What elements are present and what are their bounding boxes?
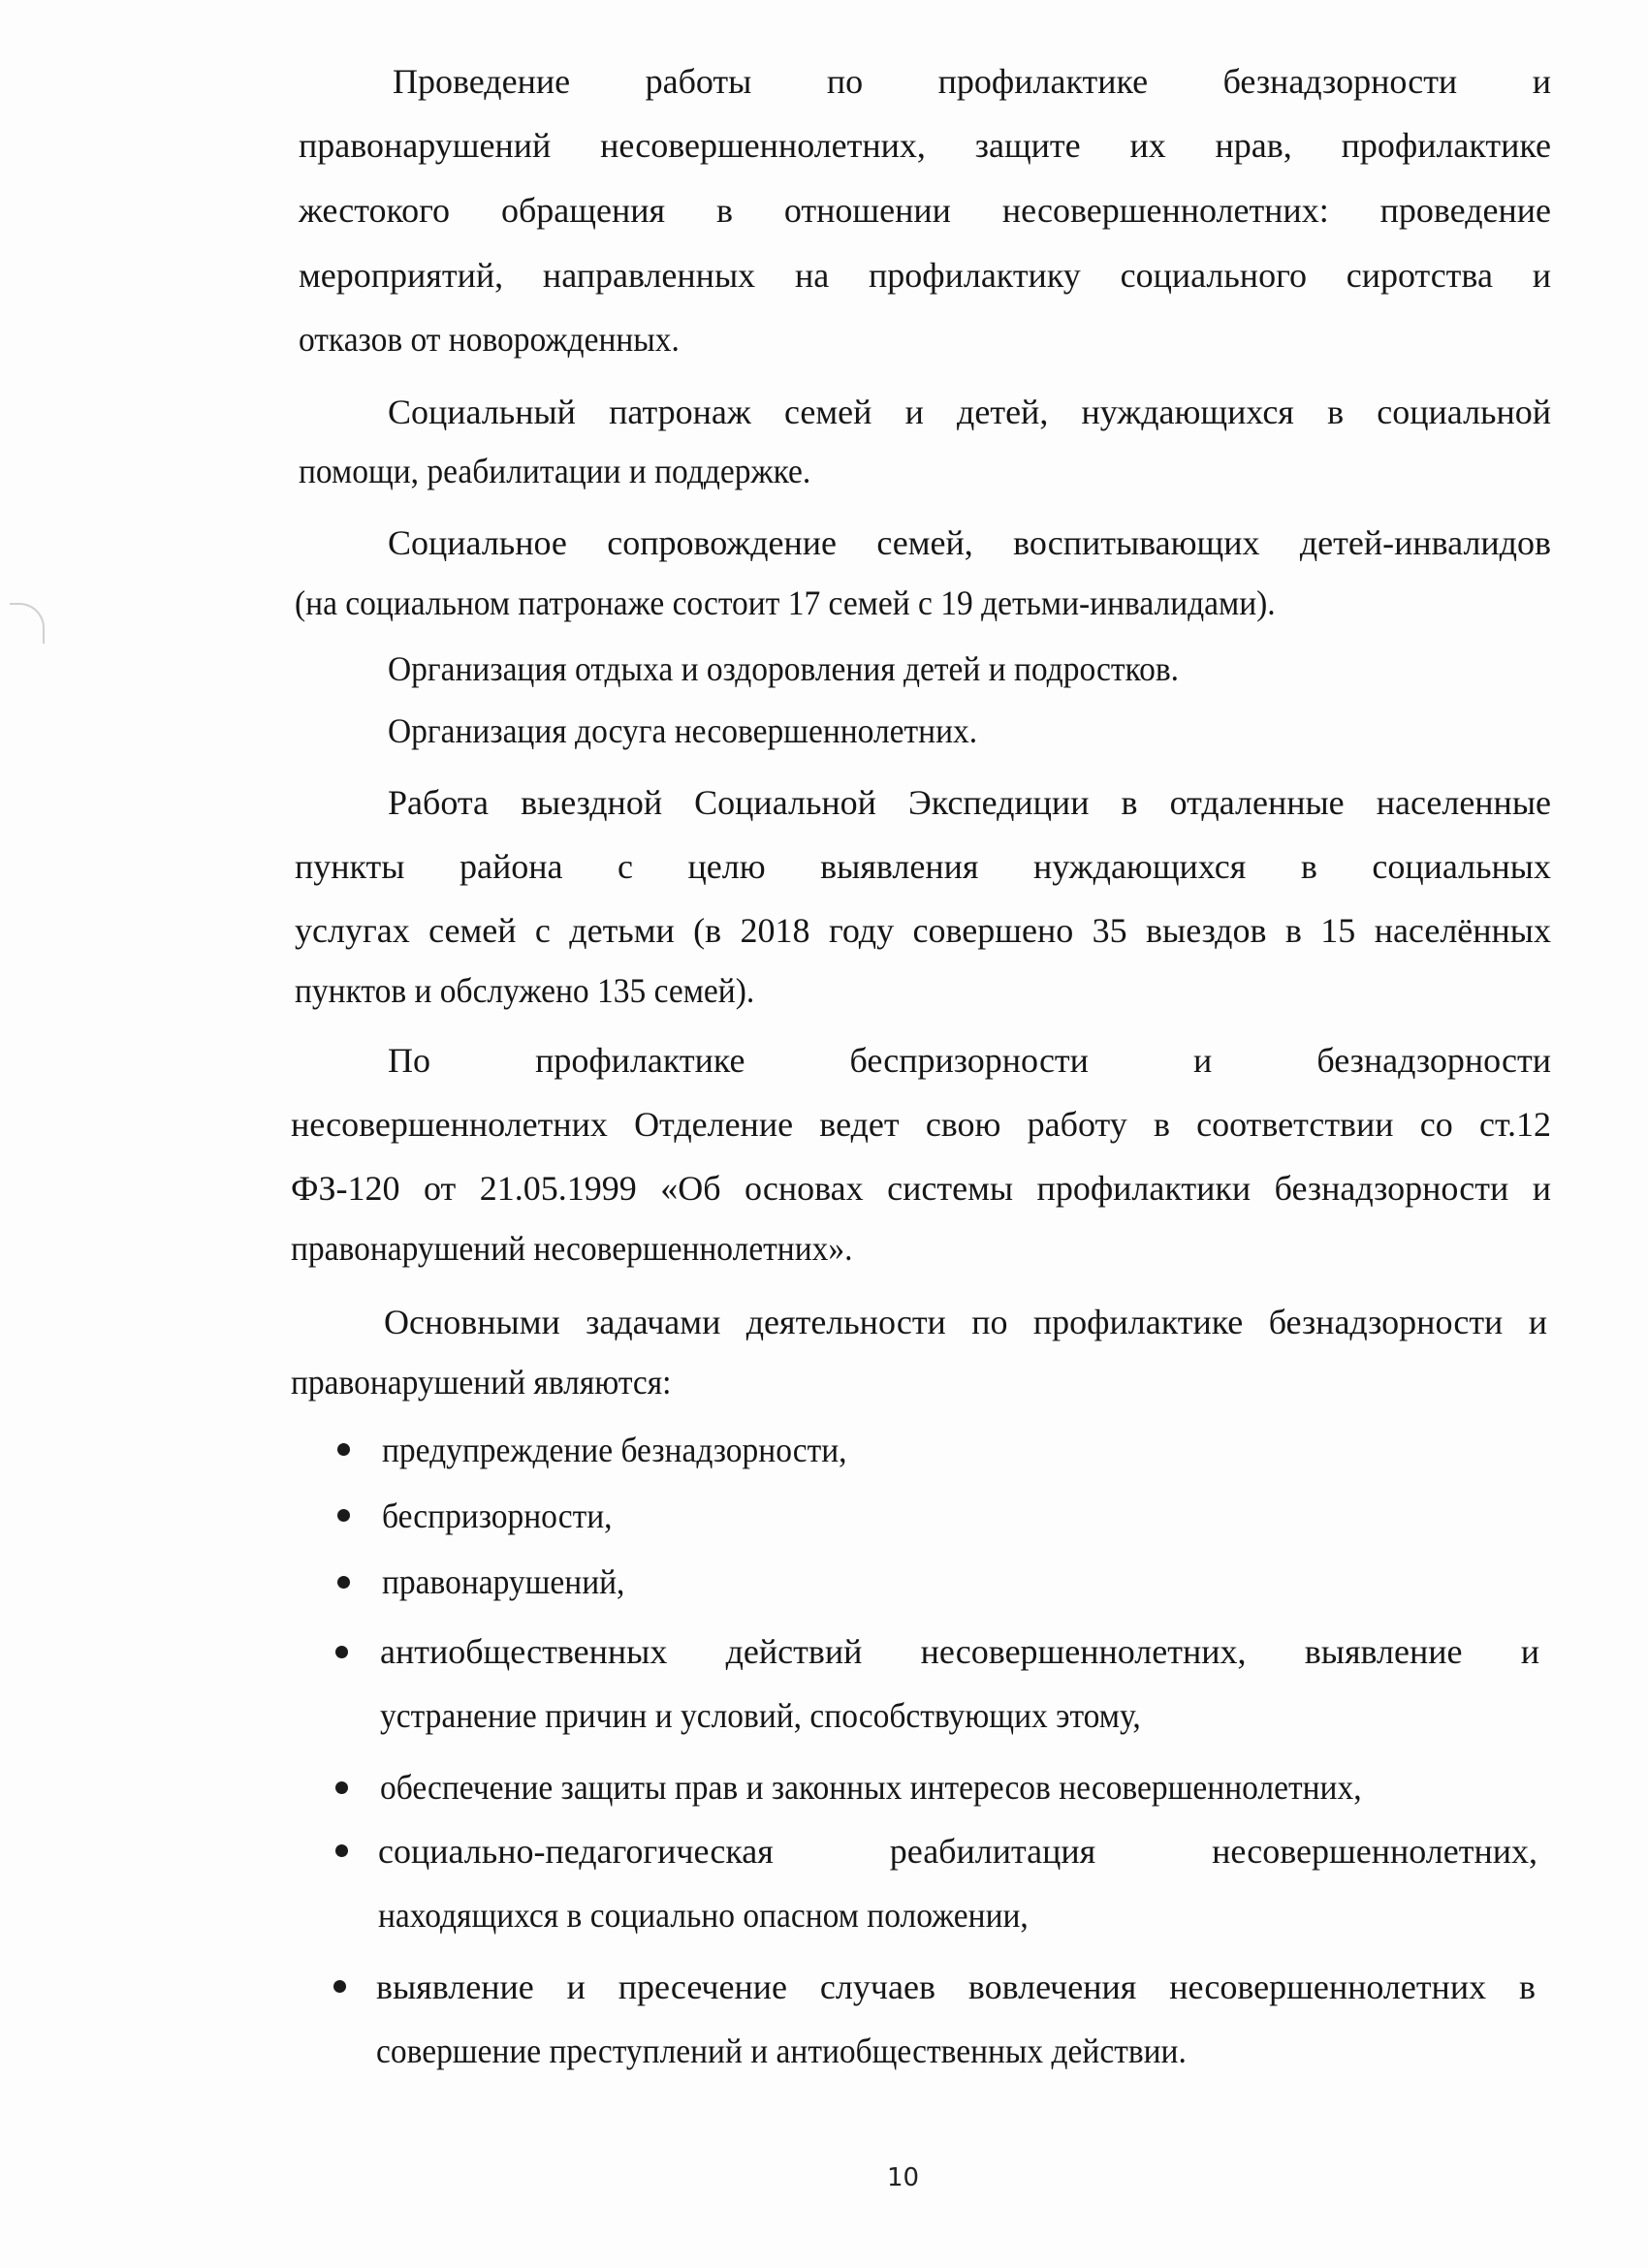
paragraph-3-line-2: (на социальном патронаже состоит 17 семей с 19 детьми-инвалидами). bbox=[295, 583, 1276, 622]
paragraph-6-line-2: пункты района с целю выявления нуждающихся в социальных bbox=[295, 847, 1551, 886]
list-item-text: беспризорности, bbox=[382, 1496, 613, 1535]
paragraph-4-line-1: Организация отдыха и оздоровления детей и подростков. bbox=[388, 649, 1180, 688]
paragraph-1-line-3: жестокого обращения в отношении несовершеннолетних: проведение bbox=[299, 191, 1551, 230]
paragraph-7-line-1: По профилактике беспризорности и безнадзорности bbox=[388, 1041, 1551, 1080]
bullet-icon bbox=[337, 1443, 350, 1456]
paragraph-8-line-2: правонарушений являются: bbox=[291, 1363, 672, 1402]
paragraph-5-line-1: Организация досуга несовершеннолетних. bbox=[388, 711, 978, 750]
list-item-text: правонарушений, bbox=[382, 1562, 625, 1601]
paragraph-1-line-5: отказов от новорожденных. bbox=[299, 320, 680, 359]
bullet-icon bbox=[335, 1646, 348, 1658]
paragraph-6-line-3: услугах семей с детьми (в 2018 году совершено 35 выездов в 15 населённых bbox=[295, 911, 1551, 950]
list-item-text: антиобщественных действий несовершеннолетних, выявление и bbox=[380, 1632, 1539, 1671]
list-item-text-continued: находящихся в социально опасном положении, bbox=[378, 1896, 1029, 1935]
paragraph-1-line-2: правонарушений несовершеннолетних, защите их нрав, профилактике bbox=[299, 126, 1551, 165]
paragraph-7-line-4: правонарушений несовершеннолетних». bbox=[291, 1229, 853, 1268]
paragraph-2-line-2: помощи, реабилитации и поддержке. bbox=[299, 452, 811, 490]
bullet-icon bbox=[337, 1509, 350, 1522]
paragraph-3-line-1: Социальное сопровождение семей, воспитывающих детей-инвалидов bbox=[388, 523, 1551, 562]
list-item-text-continued: совершение преступлений и антиобщественных действии. bbox=[376, 2032, 1187, 2070]
bullet-icon bbox=[335, 1781, 348, 1794]
paragraph-6-line-1: Работа выездной Социальной Экспедиции в отдаленные населенные bbox=[388, 783, 1551, 822]
bullet-icon bbox=[335, 1844, 348, 1857]
list-item-text: выявление и пресечение случаев вовлечения несовершеннолетних в bbox=[376, 1968, 1536, 2006]
paragraph-7-line-3: ФЗ-120 от 21.05.1999 «Об основах системы профилактики безнадзорности и bbox=[291, 1169, 1551, 1208]
bullet-icon bbox=[337, 1576, 350, 1589]
page-number: 10 bbox=[887, 2163, 920, 2192]
bullet-icon bbox=[333, 1980, 346, 1993]
list-item-text: обеспечение защиты прав и законных интересов несовершеннолетних, bbox=[380, 1768, 1362, 1807]
paragraph-7-line-2: несовершеннолетних Отделение ведет свою работу в соответствии со ст.12 bbox=[291, 1105, 1551, 1144]
paragraph-6-line-4: пунктов и обслужено 135 семей). bbox=[295, 971, 755, 1010]
list-item-text-continued: устранение причин и условий, способствующих этому, bbox=[380, 1696, 1141, 1735]
list-item-text: социально-педагогическая реабилитация несовершеннолетних, bbox=[378, 1832, 1537, 1871]
paragraph-1-line-1: Проведение работы по профилактике безнадзорности и bbox=[393, 62, 1551, 101]
scan-margin-mark bbox=[10, 603, 45, 644]
paragraph-8-line-1: Основными задачами деятельности по профилактике безнадзорности и bbox=[384, 1303, 1547, 1341]
paragraph-1-line-4: мероприятий, направленных на профилактику социального сиротства и bbox=[299, 256, 1551, 295]
paragraph-2-line-1: Социальный патронаж семей и детей, нуждающихся в социальной bbox=[388, 393, 1551, 431]
list-item-text: предупреждение безнадзорности, bbox=[382, 1431, 847, 1469]
